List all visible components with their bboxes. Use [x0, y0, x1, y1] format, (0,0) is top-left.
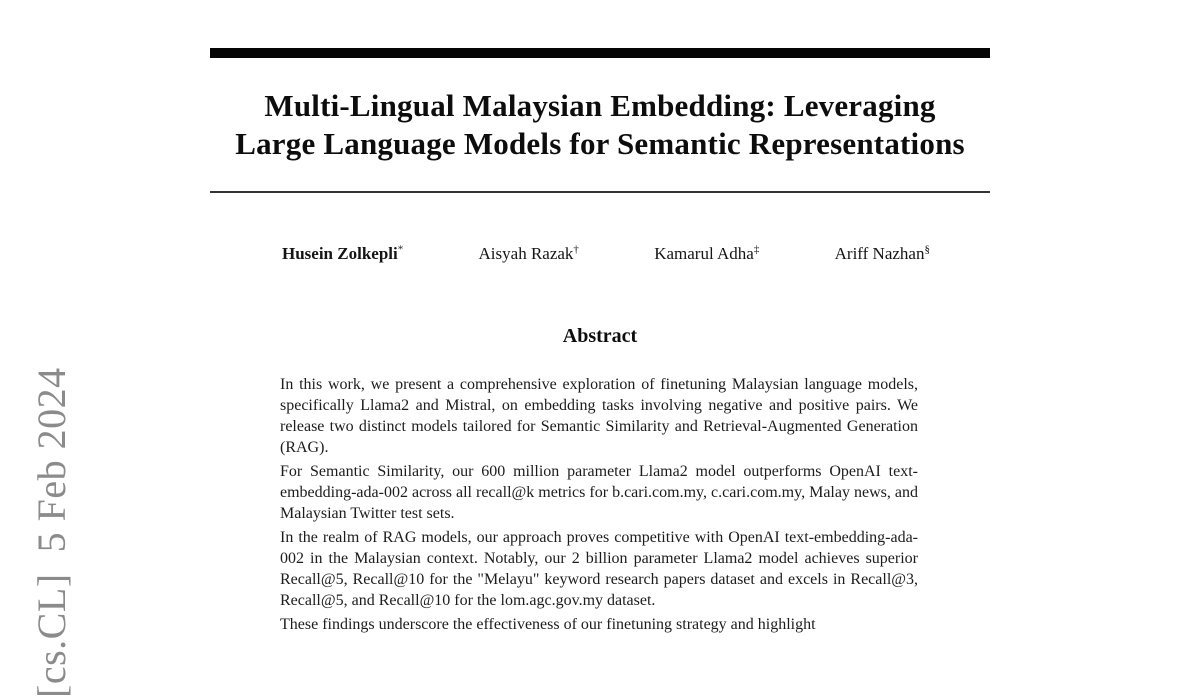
paper-page	[210, 48, 990, 635]
author-footnote-mark: *	[397, 243, 404, 256]
author-footnote-mark: §	[924, 243, 930, 256]
paper-title-line2: Large Language Models for Semantic Representations	[235, 126, 965, 161]
abstract-paragraph-4-clipped: These findings underscore the effectiveness of our finetuning strategy and highlight	[280, 616, 816, 633]
abstract-heading: Abstract	[562, 325, 638, 347]
author-aisyah-razak: Aisyah Razak†	[478, 243, 579, 263]
title-bottom-rule	[210, 191, 990, 193]
authors-row	[282, 243, 930, 265]
abstract-paragraph-2: For Semantic Similarity, our 600 million parameter Llama2 model outperforms OpenAI text-embedding-ada-002 across all recall@k metrics for b.cari.com.my, c.cari.com.my, Malay news, and Malaysian Twitter test sets.	[280, 463, 918, 522]
author-husein-zolkepli: Husein Zolkepli*	[282, 243, 404, 263]
author-kamarul-adha: Kamarul Adha‡	[654, 243, 760, 263]
abstract-paragraph-1: In this work, we present a comprehensive exploration of finetuning Malaysian language models, specifically Llama2 and Mistral, on embedding tasks involving negative and positive pairs. We release two distinct models tailored for Semantic Similarity and Retrieval-Augmented Generation (RAG).	[280, 376, 918, 456]
arxiv-category-date-stamp: [cs.CL] 5 Feb 2024	[29, 367, 74, 698]
title-top-rule	[210, 48, 990, 58]
abstract-paragraph-3: In the realm of RAG models, our approach proves competitive with OpenAI text-embedding-ada-002 in the Malaysian context. Notably, our 2 billion parameter Llama2 model achieves superior Recall@5, Recall@10 for the "Melayu" keyword research papers dataset and excels in Recall@3, Recall@5, and Recall@10 for the lom.agc.gov.my dataset.	[280, 529, 918, 609]
paper-title-line1: Multi-Lingual Malaysian Embedding: Leveraging	[264, 88, 936, 123]
author-footnote-mark: †	[573, 243, 579, 256]
author-ariff-nazhan: Ariff Nazhan§	[834, 243, 930, 263]
abstract-body	[280, 374, 918, 635]
paper-title	[210, 87, 990, 163]
author-footnote-mark: ‡	[753, 243, 760, 256]
